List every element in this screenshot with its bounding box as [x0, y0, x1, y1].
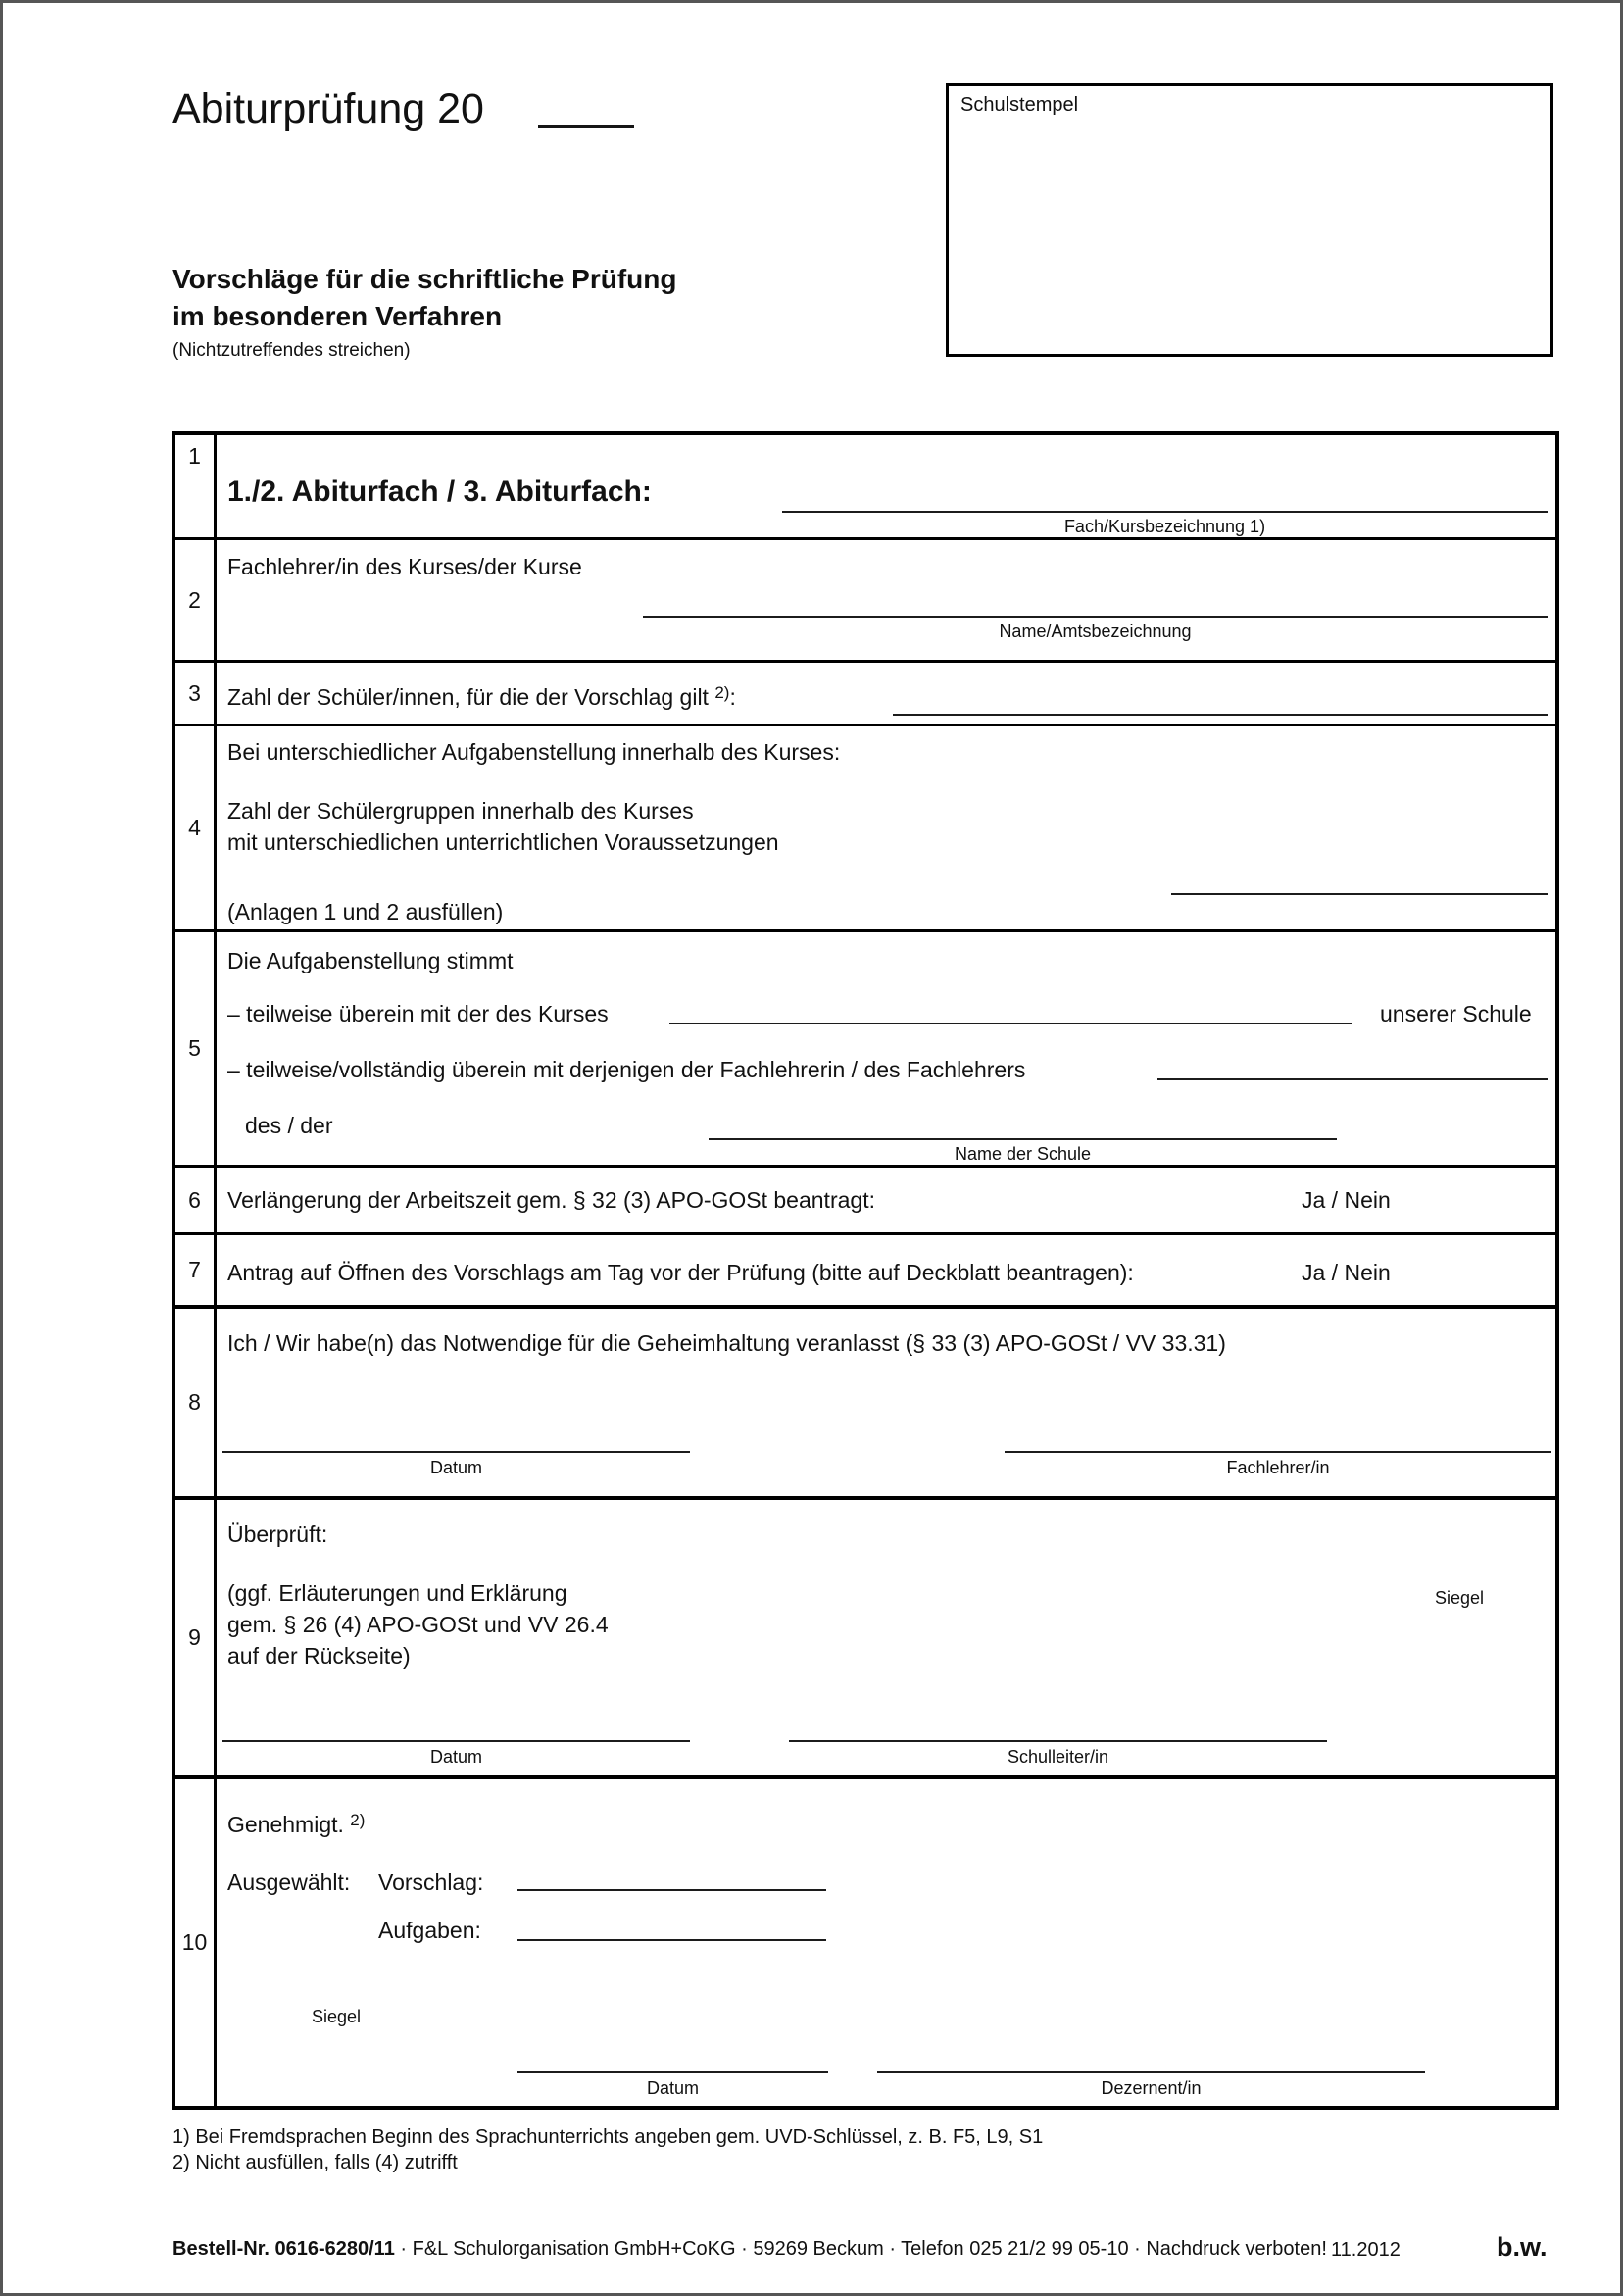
row-6-cell — [220, 1168, 1555, 1232]
des-der-label: des / der — [245, 1113, 333, 1138]
footnote-ref-2: 2) — [714, 683, 730, 702]
table-row-10 — [175, 1779, 1555, 2106]
table-row-5 — [175, 932, 1555, 1168]
school-stamp-label: Schulstempel — [960, 94, 1079, 116]
aufgaben-input-line[interactable] — [517, 1939, 826, 1941]
dezernent-signature-line-row10[interactable]: Dezernent/in — [877, 2071, 1425, 2099]
aufgabenstellung-intro-label: Bei unterschiedlicher Aufgabenstellung innerhalb des Kurses: — [227, 739, 841, 765]
siegel-label-row10: Siegel — [312, 2007, 362, 2026]
schuelerzahl-input-line[interactable] — [893, 714, 1548, 716]
row-6-number: 6 — [175, 1168, 217, 1232]
row-9-number: 9 — [175, 1500, 217, 1775]
datum-signature-line-row10[interactable]: Datum — [517, 2071, 828, 2099]
footer-date: 11.2012 — [1331, 2239, 1401, 2261]
siegel-label-row9: Siegel — [1435, 1588, 1485, 1608]
footnote-2: 2) Nicht ausfüllen, falls (4) zutrifft — [172, 2152, 458, 2173]
table-row-8 — [175, 1309, 1555, 1500]
table-row-3 — [175, 663, 1555, 726]
form-table — [172, 431, 1559, 2110]
schuelergruppen-label-line1: Zahl der Schülergruppen innerhalb des Kurses — [227, 798, 694, 824]
schulname-line-caption: Name der Schule — [954, 1144, 1092, 1164]
order-number: Bestell-Nr. 0616-6280/11 — [172, 2238, 395, 2260]
table-row-7 — [175, 1235, 1555, 1309]
table-row-4 — [175, 726, 1555, 932]
erlaeuterungen-note-line1: (ggf. Erläuterungen und Erklärung — [227, 1580, 567, 1606]
row-7-number: 7 — [175, 1235, 217, 1305]
kurs-input-line[interactable] — [669, 1023, 1352, 1024]
publisher-info: · F&L Schulorganisation GmbH+CoKG · 59269 Beckum · Telefon 025 21/2 99 05-10 · Nachdruck verboten! — [394, 2238, 1327, 2260]
anlagen-note-label: (Anlagen 1 und 2 ausfüllen) — [227, 899, 504, 924]
title-year-input-line[interactable] — [538, 125, 634, 128]
ueberprueft-label: Überprüft: — [227, 1522, 328, 1547]
row-10-cell — [220, 1779, 1555, 2106]
genehmigt-label — [227, 1811, 365, 1838]
form-title: Abiturprüfung 20 — [172, 85, 484, 132]
row-10-number: 10 — [175, 1779, 217, 2106]
datum-signature-line-row8[interactable]: Datum — [222, 1451, 690, 1478]
row-5-number: 5 — [175, 932, 217, 1165]
unserer-schule-label: unserer Schule — [1380, 1001, 1532, 1026]
abiturfach-input-line[interactable] — [782, 511, 1548, 513]
row-9-cell — [220, 1500, 1555, 1775]
form-subtitle-note: (Nichtzutreffendes streichen) — [172, 340, 411, 361]
datum-signature-line-row9[interactable]: Datum — [222, 1740, 690, 1768]
schuelergruppen-label-line2: mit unterschiedlichen unterrichtlichen Voraussetzungen — [227, 829, 779, 855]
erlaeuterungen-note-line2: gem. § 26 (4) APO-GOSt und VV 26.4 — [227, 1612, 609, 1637]
fachlehrer-signature-line-row8[interactable]: Fachlehrer/in — [1005, 1451, 1551, 1478]
genehmigt-label-text: Genehmigt. — [227, 1812, 351, 1837]
fachlehrer-name-input-line[interactable] — [643, 616, 1548, 618]
aufgaben-label: Aufgaben: — [378, 1918, 481, 1943]
school-stamp-box[interactable] — [946, 83, 1553, 357]
row-8-cell — [220, 1309, 1555, 1496]
table-row-2 — [175, 540, 1555, 663]
row-1-cell — [220, 435, 1555, 537]
geheimhaltung-label: Ich / Wir habe(n) das Notwendige für die Geheimhaltung veranlasst (§ 33 (3) APO-GOSt / VV 33.31) — [227, 1330, 1226, 1356]
schulname-input-line[interactable] — [709, 1138, 1337, 1140]
teilweise-kurs-label: – teilweise überein mit der des Kurses — [227, 1001, 609, 1026]
form-subtitle-line1: Vorschläge für die schriftliche Prüfung — [172, 264, 677, 294]
row-2-number: 2 — [175, 540, 217, 660]
table-row-1 — [175, 435, 1555, 540]
row-3-cell — [220, 663, 1555, 724]
erlaeuterungen-note-line3: auf der Rückseite) — [227, 1643, 411, 1669]
footnote-1: 1) Bei Fremdsprachen Beginn des Sprachunterrichts angeben gem. UVD-Schlüssel, z. B. F5, L9, S1 — [172, 2126, 1044, 2148]
row-4-cell — [220, 726, 1555, 929]
table-row-6 — [175, 1168, 1555, 1235]
row-8-number: 8 — [175, 1309, 217, 1496]
schuelerzahl-label — [227, 683, 736, 711]
ja-nein-choice-row6[interactable]: Ja / Nein — [1302, 1187, 1391, 1213]
table-row-9 — [175, 1500, 1555, 1779]
fachlehrer-line-caption: Name/Amtsbezeichnung — [999, 622, 1192, 641]
vorschlag-input-line[interactable] — [517, 1889, 826, 1891]
row-3-number: 3 — [175, 663, 217, 724]
footnote-ref-2-row10: 2) — [350, 1811, 366, 1829]
schuelerzahl-label-text: Zahl der Schüler/innen, für die der Vorschlag gilt — [227, 684, 715, 710]
form-subtitle-line2: im besonderen Verfahren — [172, 301, 503, 331]
ausgewaehlt-label: Ausgewählt: — [227, 1870, 351, 1895]
schuelergruppen-input-line[interactable] — [1171, 893, 1548, 895]
antrag-oeffnen-label: Antrag auf Öffnen des Vorschlags am Tag vor der Prüfung (bitte auf Deckblatt beantragen): — [227, 1260, 1134, 1285]
footer-bw-marker: b.w. — [1497, 2232, 1548, 2262]
footer-imprint — [172, 2238, 1327, 2261]
teilweise-vollstaendig-label: – teilweise/vollständig überein mit derjenigen der Fachlehrerin / des Fachlehrers — [227, 1057, 1026, 1082]
row-1-number: 1 — [175, 435, 217, 537]
vorschlag-label: Vorschlag: — [378, 1870, 484, 1895]
fachlehrer-anderer-input-line[interactable] — [1157, 1078, 1548, 1080]
row-5-cell — [220, 932, 1555, 1165]
schulleiter-signature-line-row9[interactable]: Schulleiter/in — [789, 1740, 1327, 1768]
aufgabenstellung-stimmt-label: Die Aufgabenstellung stimmt — [227, 948, 514, 973]
abiturfach-label: 1./2. Abiturfach / 3. Abiturfach: — [227, 475, 652, 508]
fachlehrer-label: Fachlehrer/in des Kurses/der Kurse — [227, 554, 582, 579]
verlaengerung-label: Verlängerung der Arbeitszeit gem. § 32 (3) APO-GOSt beantragt: — [227, 1187, 875, 1213]
ja-nein-choice-row7[interactable]: Ja / Nein — [1302, 1260, 1391, 1285]
abiturfach-line-caption: Fach/Kursbezeichnung 1) — [1063, 517, 1266, 536]
row-2-cell — [220, 540, 1555, 660]
row-4-number: 4 — [175, 726, 217, 929]
schuelerzahl-label-colon: : — [729, 684, 736, 710]
row-7-cell — [220, 1235, 1555, 1305]
